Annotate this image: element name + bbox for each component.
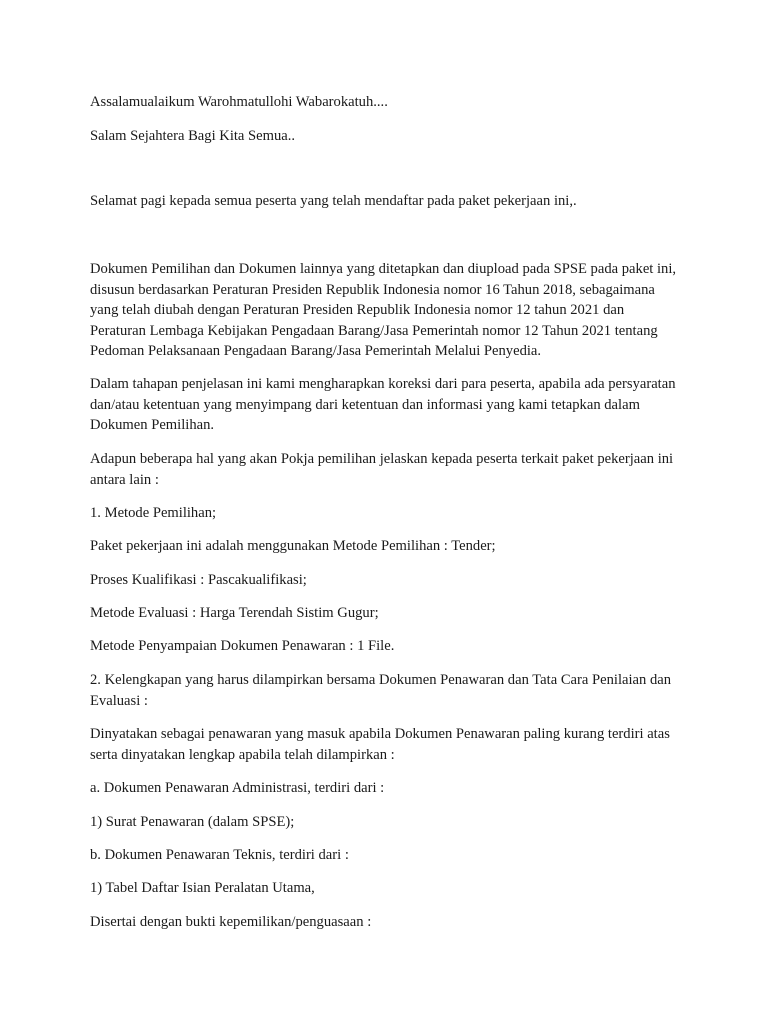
correction-paragraph: Dalam tahapan penjelasan ini kami mengharapkan koreksi dari para peserta, apabila ada persyaratan dan/atau ketentuan yang menyimpang dari ketentuan dan informasi yang kami tetapkan dalam Dokumen Pemilihan. [90, 376, 676, 433]
offer-requirements-paragraph: Dinyatakan sebagai penawaran yang masuk apabila Dokumen Penawaran paling kurang terdiri atas serta dinyatakan lengkap apabila telah dilampirkan : [90, 726, 670, 763]
section-heading-method: 1. Metode Pemilihan; [90, 505, 217, 521]
welcome-paragraph: Selamat pagi kepada semua peserta yang telah mendaftar pada paket pekerjaan ini,. [90, 193, 577, 209]
list-item-admin-documents: a. Dokumen Penawaran Administrasi, terdiri dari : [90, 780, 385, 796]
ownership-proof-paragraph: Disertai dengan bukti kepemilikan/penguasaan : [90, 914, 372, 930]
salutation-paragraph: Salam Sejahtera Bagi Kita Semua.. [90, 128, 296, 144]
section-heading-completeness: 2. Kelengkapan yang harus dilampirkan bersama Dokumen Penawaran dan Tata Cara Penilaian dan Evaluasi : [90, 672, 672, 709]
selection-method-paragraph: Paket pekerjaan ini adalah menggunakan Metode Pemilihan : Tender; [90, 538, 496, 554]
greeting-paragraph: Assalamualaikum Warohmatullohi Wabarokatuh.... [90, 94, 388, 110]
submission-method-paragraph: Metode Penyampaian Dokumen Penawaran : 1 File. [90, 638, 395, 654]
qualification-paragraph: Proses Kualifikasi : Pascakualifikasi; [90, 572, 307, 588]
list-item-technical-documents: b. Dokumen Penawaran Teknis, terdiri dari : [90, 847, 349, 863]
list-item-offer-letter: 1) Surat Penawaran (dalam SPSE); [90, 814, 295, 830]
evaluation-method-paragraph: Metode Evaluasi : Harga Terendah Sistim Gugur; [90, 605, 379, 621]
legal-basis-paragraph: Dokumen Pemilihan dan Dokumen lainnya yang ditetapkan dan diupload pada SPSE pada paket ini, disusun berdasarkan Peraturan Presiden Republik Indonesia nomor 16 Tahun 2018, sebagaimana yang telah diubah dengan Peraturan Presiden Republik Indonesia nomor 12 tahun 2021 dan Peraturan Lembaga Kebijakan Pengadaan Barang/Jasa Pemerintah nomor 12 Tahun 2021 tentang Pedoman Pelaksanaan Pengadaan Barang/Jasa Pemerintah Melalui Penyedia. [90, 261, 677, 359]
list-item-equipment-table: 1) Tabel Daftar Isian Peralatan Utama, [90, 880, 315, 896]
explanation-intro-paragraph: Adapun beberapa hal yang akan Pokja pemilihan jelaskan kepada peserta terkait paket pekerjaan ini antara lain : [90, 451, 674, 488]
